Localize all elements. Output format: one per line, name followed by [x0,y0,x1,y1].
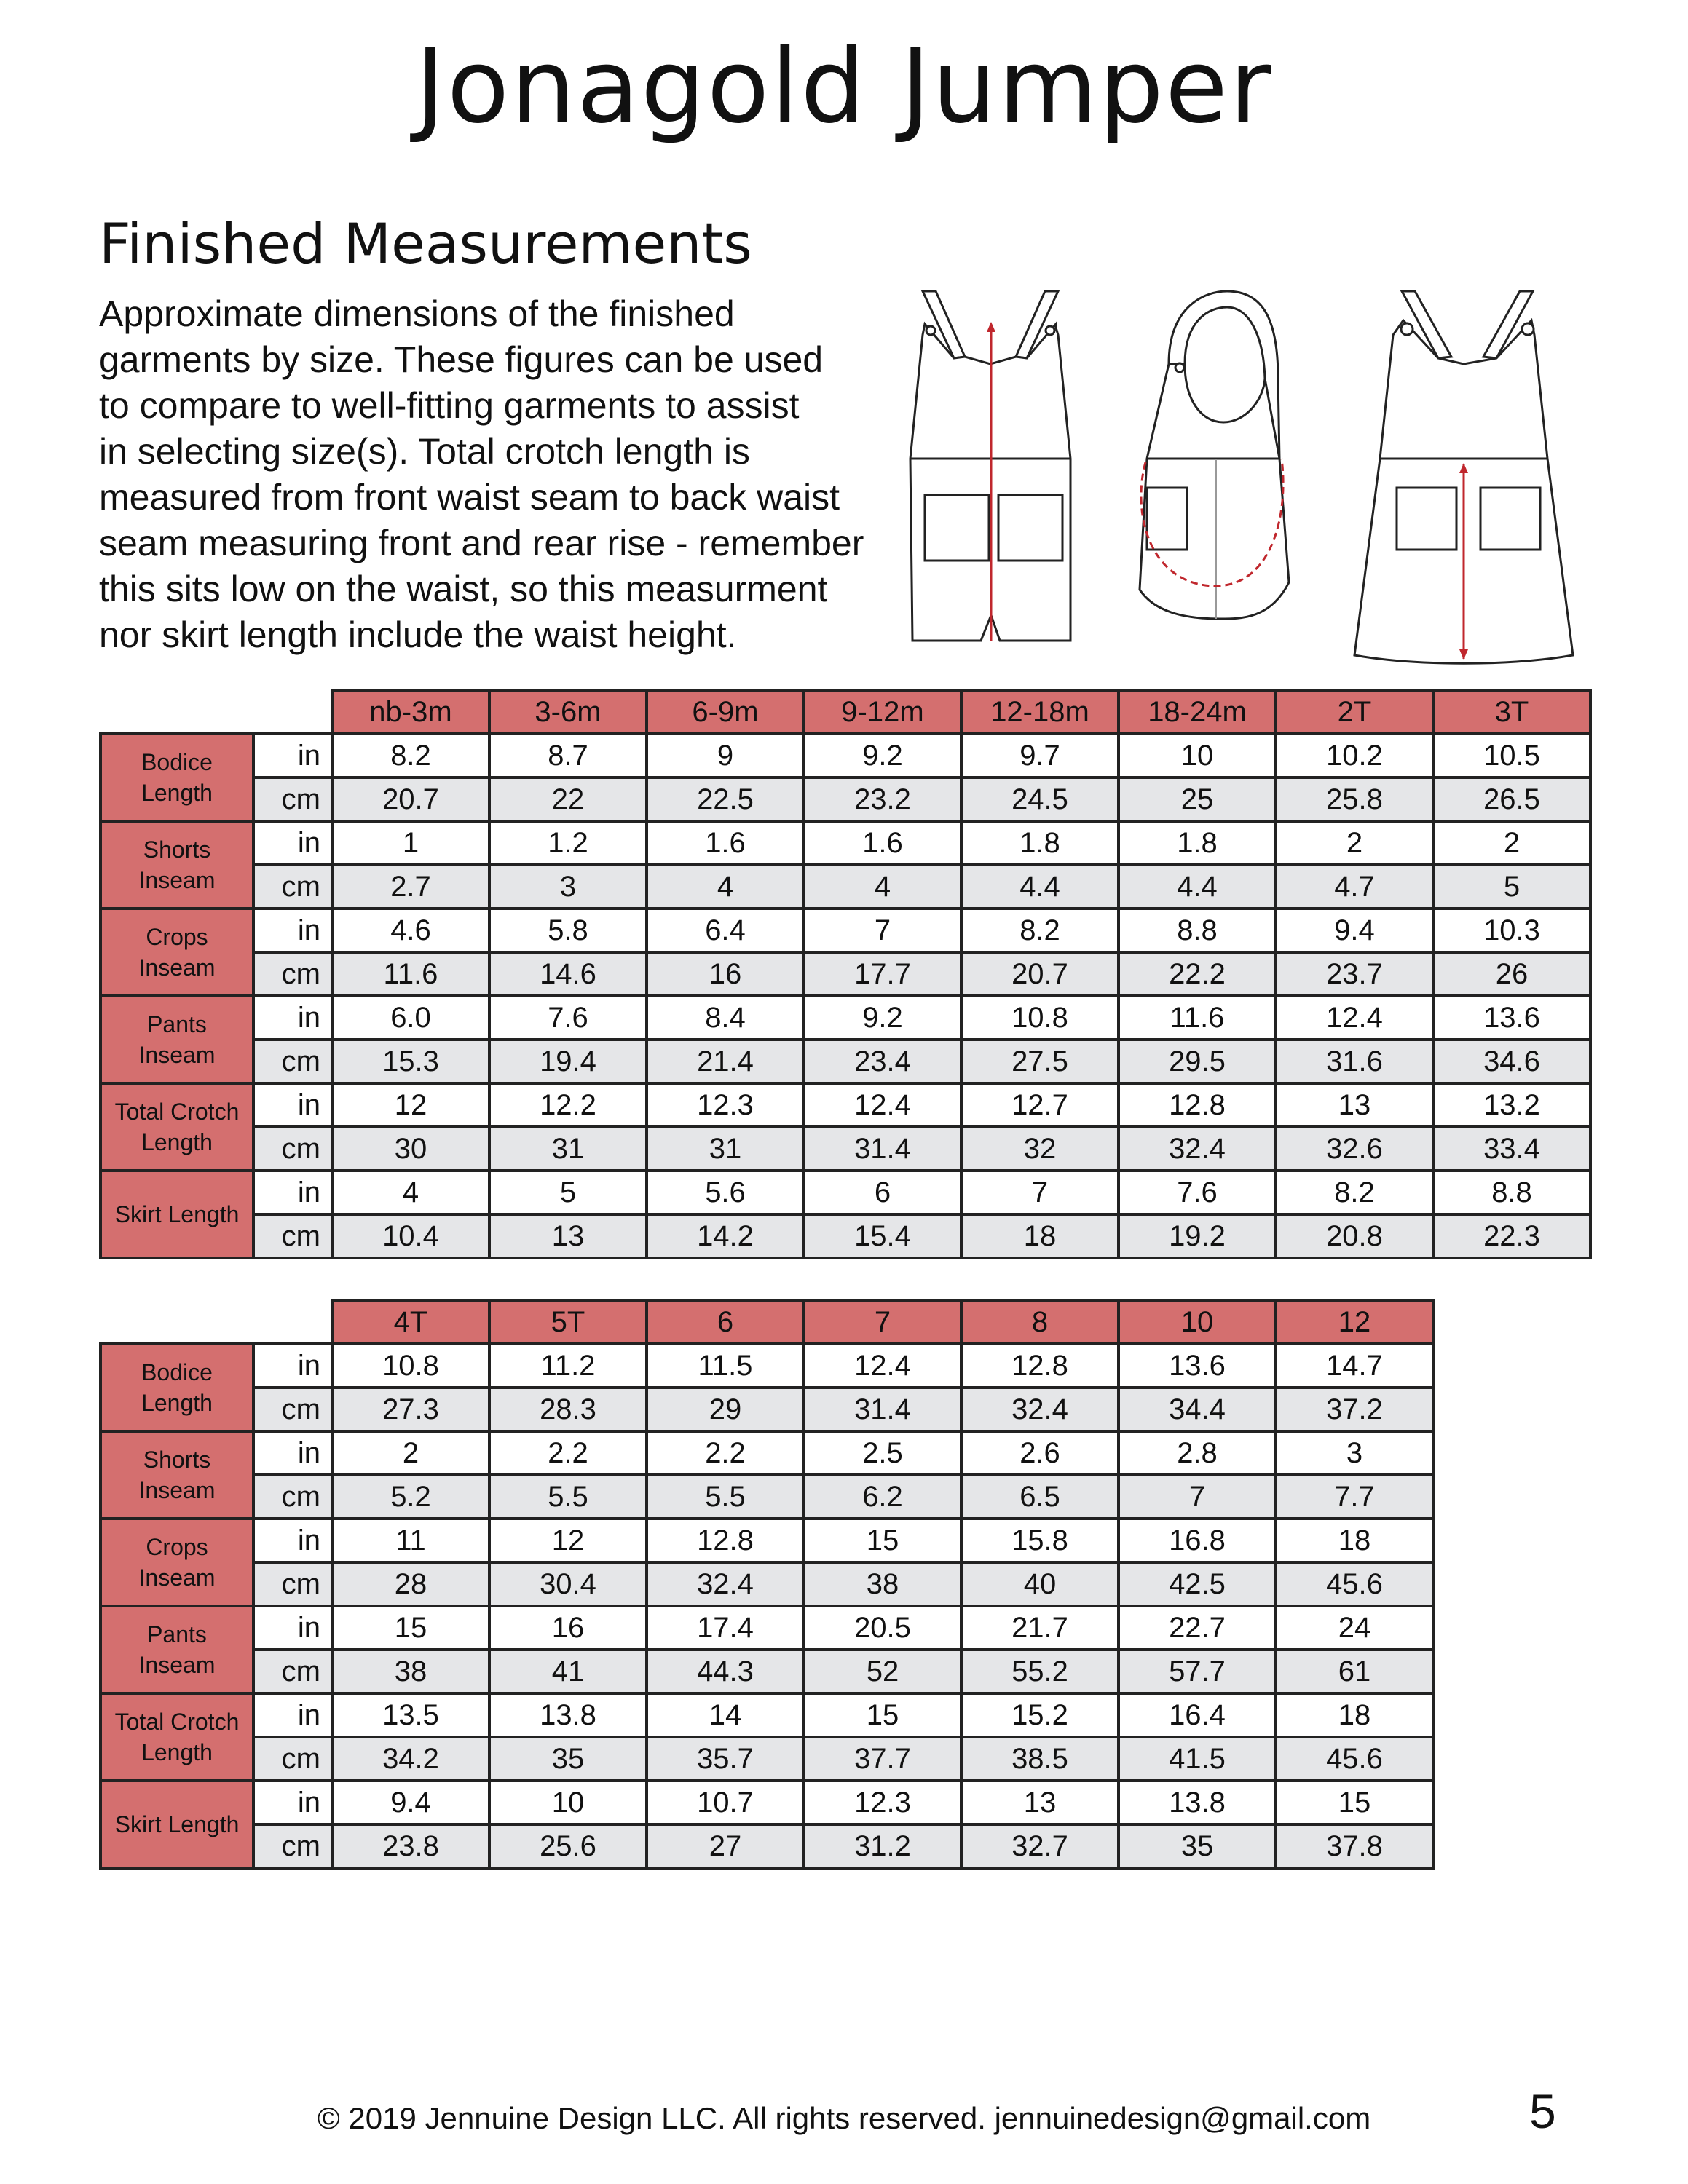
unit-label: in [253,996,332,1040]
measurement-value: 22.2 [1119,952,1276,996]
unit-label: cm [253,1388,332,1431]
measurement-label-line: Shorts [143,836,211,863]
header-spacer [100,1300,332,1344]
size-header-row [100,1300,1433,1344]
measurement-value: 32.4 [1119,1127,1276,1171]
measurement-value: 5.8 [489,909,647,952]
measurement-label-line: Shorts [143,1447,211,1473]
measurement-value: 31 [647,1127,804,1171]
measurement-value: 7 [804,909,961,952]
intro-line: in selecting size(s). Total crotch length is [99,431,750,472]
measurement-value: 12.8 [647,1519,804,1562]
unit-label: cm [253,1737,332,1781]
measurement-value: 15.8 [961,1519,1119,1562]
measurement-row [100,865,1590,909]
intro-line: Approximate dimensions of the finished [99,293,735,334]
measurement-value: 15.3 [332,1040,489,1083]
page-title: Jonagold Jumper [415,28,1273,146]
measurement-row [100,909,1590,952]
unit-label: in [253,909,332,952]
measurement-label-line: Length [141,780,213,806]
intro-paragraph [99,291,871,658]
measurement-value: 6.2 [804,1475,961,1519]
measurement-value: 10 [1119,734,1276,778]
measurement-row [100,1083,1590,1127]
measurement-value: 26 [1433,952,1590,996]
measurement-label-line: Inseam [138,867,216,893]
measurement-value: 15.2 [961,1693,1119,1737]
measurement-value: 12.8 [1119,1083,1276,1127]
measurement-value: 10.2 [1276,734,1433,778]
measurement-value: 37.8 [1276,1824,1433,1868]
size-header: 3-6m [489,690,647,734]
measurement-label [100,1083,253,1171]
measurement-value: 15 [804,1519,961,1562]
measurement-value: 10.7 [647,1781,804,1824]
measurement-value: 5 [489,1171,647,1214]
measurement-value: 16 [489,1606,647,1650]
measurement-value: 4 [332,1171,489,1214]
size-header: 6 [647,1300,804,1344]
measurement-value: 13.2 [1433,1083,1590,1127]
measurement-value: 5.5 [489,1475,647,1519]
measurement-label-line: Crops [146,924,208,950]
measurement-value: 6 [804,1171,961,1214]
measurement-value: 22.5 [647,778,804,821]
measurement-value: 16.8 [1119,1519,1276,1562]
size-header: 2T [1276,690,1433,734]
measurement-value: 30.4 [489,1562,647,1606]
measurement-value: 11 [332,1519,489,1562]
measurement-value: 20.7 [332,778,489,821]
measurement-label [100,1606,253,1693]
measurement-value: 18 [1276,1693,1433,1737]
measurement-row [100,1214,1590,1258]
measurement-value: 15 [1276,1781,1433,1824]
measurement-value: 35 [1119,1824,1276,1868]
measurement-value: 15.4 [804,1214,961,1258]
measurement-row [100,1344,1433,1388]
measurement-row [100,996,1590,1040]
measurement-value: 34.4 [1119,1388,1276,1431]
measurement-value: 24.5 [961,778,1119,821]
measurement-value: 13.8 [1119,1781,1276,1824]
measurement-value: 13 [961,1781,1119,1824]
measurement-value: 4 [804,865,961,909]
measurement-value: 41 [489,1650,647,1693]
measurement-value: 17.7 [804,952,961,996]
size-header: 6-9m [647,690,804,734]
shortall-front-icon [856,277,1125,670]
measurement-value: 35.7 [647,1737,804,1781]
measurement-label-line: Skirt Length [114,1811,240,1837]
measurement-value: 25 [1119,778,1276,821]
measurement-label-line: Pants [147,1621,207,1647]
measurement-value: 21.7 [961,1606,1119,1650]
measurement-value: 16 [647,952,804,996]
measurement-value: 4.7 [1276,865,1433,909]
intro-line: nor skirt length include the waist height. [99,614,737,655]
measurement-value: 19.2 [1119,1214,1276,1258]
measurement-value: 9.7 [961,734,1119,778]
measurement-value: 13.6 [1119,1344,1276,1388]
unit-label: cm [253,1475,332,1519]
measurement-value: 37.7 [804,1737,961,1781]
measurement-value: 8.8 [1433,1171,1590,1214]
measurement-value: 33.4 [1433,1127,1590,1171]
measurement-label [100,734,253,821]
measurement-value: 3 [1276,1431,1433,1475]
measurement-value: 25.8 [1276,778,1433,821]
measurement-row [100,1475,1433,1519]
size-header: 3T [1433,690,1590,734]
measurement-value: 24 [1276,1606,1433,1650]
measurement-value: 22.7 [1119,1606,1276,1650]
measurement-value: 45.6 [1276,1562,1433,1606]
measurement-value: 8.2 [332,734,489,778]
measurement-row [100,1650,1433,1693]
unit-label: cm [253,1127,332,1171]
unit-label: cm [253,865,332,909]
unit-label: in [253,734,332,778]
measurement-value: 20.5 [804,1606,961,1650]
measurement-value: 13 [489,1214,647,1258]
measurement-row [100,1606,1433,1650]
measurement-row [100,734,1590,778]
measurement-value: 13 [1276,1083,1433,1127]
measurement-value: 10.4 [332,1214,489,1258]
size-header: 12-18m [961,690,1119,734]
measurement-value: 30 [332,1127,489,1171]
measurement-value: 57.7 [1119,1650,1276,1693]
measurement-value: 45.6 [1276,1737,1433,1781]
measurement-value: 9.2 [804,734,961,778]
size-chart-table-2 [99,1299,1435,1870]
measurement-value: 18 [961,1214,1119,1258]
measurement-label-line: Inseam [138,954,216,981]
size-header-row [100,690,1590,734]
measurement-value: 31 [489,1127,647,1171]
measurement-value: 1.6 [804,821,961,865]
size-header: 8 [961,1300,1119,1344]
measurement-value: 12.4 [804,1083,961,1127]
measurement-label [100,1344,253,1431]
measurement-label-line: Length [141,1129,213,1155]
measurement-value: 2 [1276,821,1433,865]
measurement-row [100,1562,1433,1606]
size-header: 4T [332,1300,489,1344]
measurement-value: 40 [961,1562,1119,1606]
measurement-label-line: Bodice [141,749,213,775]
header-spacer [100,690,332,734]
measurement-value: 20.7 [961,952,1119,996]
measurement-row [100,1824,1433,1868]
measurement-value: 34.6 [1433,1040,1590,1083]
measurement-value: 31.6 [1276,1040,1433,1083]
measurement-value: 14.7 [1276,1344,1433,1388]
measurement-value: 28.3 [489,1388,647,1431]
measurement-value: 31.4 [804,1388,961,1431]
measurement-value: 35 [489,1737,647,1781]
measurement-row [100,1040,1590,1083]
measurement-value: 8.4 [647,996,804,1040]
measurement-label-line: Bodice [141,1359,213,1385]
measurement-value: 2.6 [961,1431,1119,1475]
measurement-label [100,1781,253,1868]
measurement-value: 1.6 [647,821,804,865]
size-header: 10 [1119,1300,1276,1344]
measurement-label-line: Total Crotch [114,1709,240,1735]
unit-label: cm [253,1040,332,1083]
unit-label: cm [253,1650,332,1693]
measurement-value: 1.2 [489,821,647,865]
measurement-value: 44.3 [647,1650,804,1693]
unit-label: cm [253,1562,332,1606]
size-header: 12 [1276,1300,1433,1344]
page-number: 5 [1529,2084,1556,2138]
unit-label: in [253,1344,332,1388]
intro-line: measured from front waist seam to back waist [99,477,840,518]
measurement-value: 6.4 [647,909,804,952]
measurement-value: 10.5 [1433,734,1590,778]
size-chart-table-1 [99,689,1592,1259]
measurement-value: 32.4 [961,1388,1119,1431]
measurement-value: 11.6 [1119,996,1276,1040]
measurement-value: 28 [332,1562,489,1606]
measurement-value: 25.6 [489,1824,647,1868]
measurement-value: 3 [489,865,647,909]
measurement-label-line: Inseam [138,1652,216,1678]
measurement-value: 15 [332,1606,489,1650]
measurement-value: 31.2 [804,1824,961,1868]
measurement-row [100,1171,1590,1214]
measurement-value: 38 [804,1562,961,1606]
measurement-value: 2.7 [332,865,489,909]
measurement-value: 31.4 [804,1127,961,1171]
measurement-value: 13.6 [1433,996,1590,1040]
measurement-label-line: Inseam [138,1564,216,1591]
measurement-value: 38.5 [961,1737,1119,1781]
measurement-value: 12.3 [804,1781,961,1824]
measurement-row [100,1519,1433,1562]
measurement-value: 14.6 [489,952,647,996]
unit-label: cm [253,952,332,996]
measurement-value: 2 [332,1431,489,1475]
unit-label: cm [253,1214,332,1258]
measurement-value: 12.2 [489,1083,647,1127]
measurement-value: 5.5 [647,1475,804,1519]
unit-label: cm [253,778,332,821]
measurement-value: 32.6 [1276,1127,1433,1171]
measurement-value: 4.6 [332,909,489,952]
measurement-value: 1.8 [961,821,1119,865]
measurement-label-line: Pants [147,1011,207,1037]
unit-label: in [253,821,332,865]
measurement-value: 6.0 [332,996,489,1040]
measurement-value: 12.8 [961,1344,1119,1388]
unit-label: in [253,1519,332,1562]
measurement-value: 10.3 [1433,909,1590,952]
measurement-value: 9.4 [1276,909,1433,952]
measurement-value: 11.2 [489,1344,647,1388]
unit-label: in [253,1693,332,1737]
measurement-label [100,1693,253,1781]
unit-label: cm [253,1824,332,1868]
measurement-value: 17.4 [647,1606,804,1650]
size-header: 7 [804,1300,961,1344]
measurement-value: 38 [332,1650,489,1693]
unit-label: in [253,1781,332,1824]
measurement-label [100,821,253,909]
unit-label: in [253,1083,332,1127]
measurement-row [100,1737,1433,1781]
measurement-value: 2 [1433,821,1590,865]
size-header: 9-12m [804,690,961,734]
section-heading: Finished Measurements [99,211,752,276]
measurement-value: 11.6 [332,952,489,996]
measurement-row [100,821,1590,865]
measurement-value: 21.4 [647,1040,804,1083]
measurement-value: 15 [804,1693,961,1737]
measurement-value: 14.2 [647,1214,804,1258]
measurement-value: 12.4 [1276,996,1433,1040]
measurement-value: 61 [1276,1650,1433,1693]
measurement-row [100,1431,1433,1475]
measurement-value: 6.5 [961,1475,1119,1519]
measurement-value: 23.7 [1276,952,1433,996]
measurement-label [100,1519,253,1606]
measurement-value: 7 [1119,1475,1276,1519]
measurement-row [100,778,1590,821]
measurement-value: 55.2 [961,1650,1119,1693]
measurement-value: 13.8 [489,1693,647,1737]
measurement-value: 2.8 [1119,1431,1276,1475]
footer-copyright: © 2019 Jennuine Design LLC. All rights reserved. jennuinedesign@gmail.com [317,2101,1371,2135]
measurement-value: 10 [489,1781,647,1824]
measurement-value: 18 [1276,1519,1433,1562]
measurement-value: 1.8 [1119,821,1276,865]
measurement-value: 23.4 [804,1040,961,1083]
measurement-value: 5.2 [332,1475,489,1519]
measurement-value: 2.2 [647,1431,804,1475]
measurement-value: 19.4 [489,1040,647,1083]
measurement-label [100,996,253,1083]
shortall-side-icon [1125,277,1322,670]
measurement-value: 11.5 [647,1344,804,1388]
jumper-dress-back-icon [1322,277,1606,670]
measurement-value: 12.3 [647,1083,804,1127]
measurement-label-line: Skirt Length [114,1201,240,1227]
measurement-value: 10.8 [961,996,1119,1040]
measurement-value: 7.7 [1276,1475,1433,1519]
measurement-value: 9.2 [804,996,961,1040]
unit-label: in [253,1606,332,1650]
measurement-value: 13.5 [332,1693,489,1737]
measurement-label [100,1431,253,1519]
measurement-value: 42.5 [1119,1562,1276,1606]
measurement-value: 37.2 [1276,1388,1433,1431]
measurement-value: 27.3 [332,1388,489,1431]
measurement-value: 8.7 [489,734,647,778]
measurement-value: 7.6 [1119,1171,1276,1214]
intro-line: to compare to well-fitting garments to assist [99,385,800,426]
measurement-row [100,1781,1433,1824]
intro-line: this sits low on the waist, so this measurment [99,569,828,609]
measurement-row [100,1693,1433,1737]
measurement-row [100,952,1590,996]
measurement-value: 4.4 [1119,865,1276,909]
size-header: nb-3m [332,690,489,734]
measurement-value: 2.2 [489,1431,647,1475]
measurement-value: 12 [489,1519,647,1562]
measurement-value: 22 [489,778,647,821]
measurement-value: 32 [961,1127,1119,1171]
measurement-value: 4 [647,865,804,909]
measurement-value: 12 [332,1083,489,1127]
measurement-value: 8.2 [961,909,1119,952]
measurement-value: 29.5 [1119,1040,1276,1083]
measurement-value: 23.2 [804,778,961,821]
measurement-row [100,1127,1590,1171]
measurement-value: 8.2 [1276,1171,1433,1214]
unit-label: in [253,1171,332,1214]
measurement-value: 14 [647,1693,804,1737]
measurement-label [100,909,253,996]
size-header: 18-24m [1119,690,1276,734]
measurement-value: 8.8 [1119,909,1276,952]
measurement-label [100,1171,253,1258]
measurement-value: 2.5 [804,1431,961,1475]
measurement-label-line: Inseam [138,1477,216,1503]
measurement-value: 20.8 [1276,1214,1433,1258]
measurement-label-line: Inseam [138,1042,216,1068]
measurement-value: 12.7 [961,1083,1119,1127]
measurement-value: 27 [647,1824,804,1868]
measurement-value: 26.5 [1433,778,1590,821]
measurement-value: 4.4 [961,865,1119,909]
measurement-label-line: Total Crotch [114,1099,240,1125]
measurement-value: 23.8 [332,1824,489,1868]
unit-label: in [253,1431,332,1475]
measurement-value: 16.4 [1119,1693,1276,1737]
measurement-value: 10.8 [332,1344,489,1388]
measurement-value: 22.3 [1433,1214,1590,1258]
measurement-value: 7.6 [489,996,647,1040]
intro-line: seam measuring front and rear rise - remember [99,523,864,563]
measurement-value: 7 [961,1171,1119,1214]
measurement-value: 12.4 [804,1344,961,1388]
intro-line: garments by size. These figures can be used [99,339,824,380]
measurement-value: 52 [804,1650,961,1693]
measurement-label-line: Length [141,1390,213,1416]
measurement-value: 5 [1433,865,1590,909]
measurement-value: 41.5 [1119,1737,1276,1781]
measurement-value: 5.6 [647,1171,804,1214]
measurement-value: 32.4 [647,1562,804,1606]
measurement-value: 32.7 [961,1824,1119,1868]
size-header: 5T [489,1300,647,1344]
measurement-value: 34.2 [332,1737,489,1781]
measurement-value: 1 [332,821,489,865]
measurement-row [100,1388,1433,1431]
measurement-value: 29 [647,1388,804,1431]
measurement-label-line: Length [141,1739,213,1765]
measurement-value: 9 [647,734,804,778]
measurement-label-line: Crops [146,1534,208,1560]
measurement-value: 9.4 [332,1781,489,1824]
measurement-value: 27.5 [961,1040,1119,1083]
